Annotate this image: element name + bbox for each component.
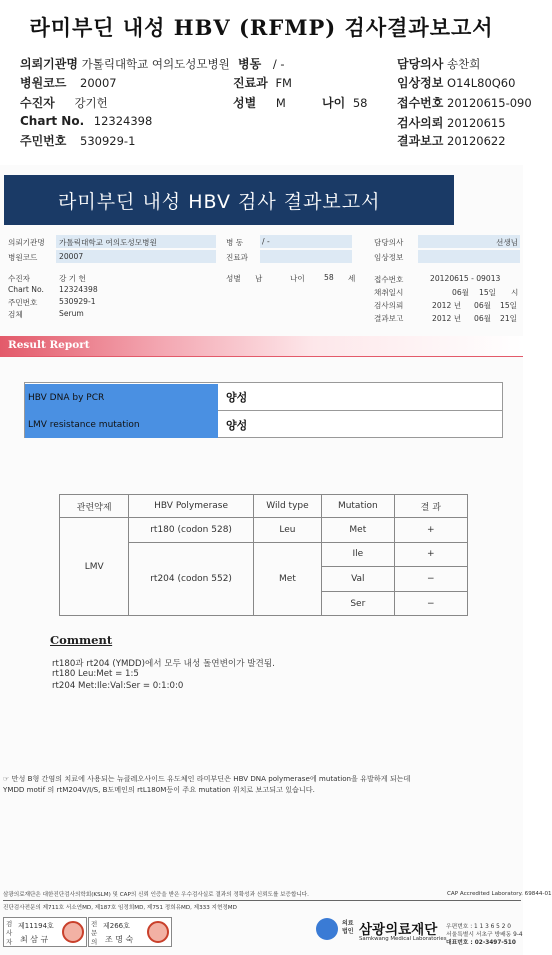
table-row xyxy=(60,518,468,543)
comment-heading: Comment xyxy=(50,633,113,647)
patient-row xyxy=(20,94,108,111)
result-cell: − xyxy=(394,567,467,592)
table-header-row xyxy=(60,495,468,518)
rrn-label: 주민번호 xyxy=(20,134,67,148)
ward-value: / - xyxy=(262,237,270,246)
institution-value: 가톨릭대학교 여의도성모병원 xyxy=(81,57,230,71)
rrn-value: 530929-1 xyxy=(59,297,96,306)
dept-field-box xyxy=(260,250,352,263)
note-line: YMDD motif 의 rtM204V/I/S, B도메인의 rtL180M등이 주요 mutation 위치로 보고되고 있습니다. xyxy=(3,785,315,794)
age-unit: 세 xyxy=(348,274,356,283)
request-label: 검사의뢰 xyxy=(397,116,444,130)
req-label: 검사의뢰 xyxy=(374,301,404,310)
result-label-lmv: LMV resistance mutation xyxy=(25,411,218,438)
sex-row xyxy=(233,94,286,111)
ward-field-box xyxy=(260,235,352,248)
table-header-cell: Wild type xyxy=(253,495,321,518)
receipt-value: 20120615 - 09013 xyxy=(430,274,501,283)
polymerase-cell: rt204 (codon 552) xyxy=(129,542,253,616)
examiner-name: 최 삼 규 xyxy=(20,935,49,944)
report-row xyxy=(397,132,506,149)
brand-prefix: 의료법인 xyxy=(342,920,354,935)
specialist-label: 전문의 xyxy=(91,920,98,946)
patient-label: 수진자 xyxy=(20,96,55,110)
institution-row xyxy=(20,55,230,72)
wild-type-cell: Met xyxy=(253,542,321,616)
hospital-code-row xyxy=(20,74,117,91)
footer-physicians: 진단검사전문의 제711호 서소연MD, 제187호 임정희MD, 제751 정희유MD, 제333 지현정MD xyxy=(3,905,237,911)
footer-certification: 삼광의료재단은 대한진단검사의학회(KSLM) 및 CAP의 신뢰 인증을 받은 우수검사실로 결과의 정확성과 신뢰도를 보증합니다. xyxy=(3,892,309,898)
note-line: ☞ 만성 B형 간염의 치료에 사용되는 뉴클레오사이드 유도체인 라미부딘은 HBV DNA polymerase에 mutation을 유발하게 되는데 xyxy=(3,774,411,783)
mutation-cell: Val xyxy=(322,567,394,592)
result-value-hbv-dna: 양성 xyxy=(226,390,248,404)
collect-time: 시 xyxy=(511,288,519,297)
patient-value: 강 기 헌 xyxy=(59,274,86,283)
dept-label: 진료과 xyxy=(226,253,249,262)
mutation-cell: Ser xyxy=(322,591,394,616)
receipt-value: 20120615-090 xyxy=(447,96,532,110)
receipt-label: 접수번호 xyxy=(397,96,444,110)
comment-line: rt180과 rt204 (YMDD)에서 모두 내성 돌연변이가 발견됨. xyxy=(52,659,275,669)
chart-row xyxy=(20,114,152,128)
result-label-hbv-dna: HBV DNA by PCR xyxy=(25,384,218,411)
hospital-code-value: 20007 xyxy=(80,76,117,90)
code-value: 20007 xyxy=(59,252,84,261)
drug-cell: LMV xyxy=(60,518,129,616)
chart-label: Chart No. xyxy=(8,285,44,294)
dept-value: FM xyxy=(275,76,292,90)
report-label: 결과보고 xyxy=(397,134,444,148)
examiner-label: 검사자 xyxy=(6,920,13,946)
sex-value: 남 xyxy=(255,274,263,283)
hospital-code-label: 병원코드 xyxy=(20,76,67,90)
inst-label: 의뢰기관명 xyxy=(8,238,45,247)
table-header-cell: 결 과 xyxy=(394,495,467,518)
rrn-row xyxy=(20,132,135,149)
result-value-lmv: 양성 xyxy=(226,418,248,432)
specialist-name: 조 명 숙 xyxy=(105,935,134,944)
dept-row xyxy=(233,74,292,91)
receipt-row xyxy=(397,94,532,111)
clinical-info-row xyxy=(397,74,515,91)
age-value: 58 xyxy=(324,273,334,282)
collect-label: 채취일시 xyxy=(374,288,404,297)
sex-label: 성별 xyxy=(226,274,241,283)
clin-label: 임상정보 xyxy=(374,253,404,262)
ward-label: 병 동 xyxy=(226,238,244,247)
footer-postal: 우편번호 : 1 1 3 6 5 2 0 xyxy=(446,924,511,930)
result-report-bar xyxy=(0,336,523,356)
chart-label: Chart No. xyxy=(20,114,85,128)
polymerase-cell: rt180 (codon 528) xyxy=(129,518,253,543)
receipt-label: 접수번호 xyxy=(374,275,404,284)
age-label: 나이 xyxy=(322,96,346,110)
age-label: 나이 xyxy=(290,274,305,283)
result-cell: + xyxy=(394,518,467,543)
footer-divider xyxy=(3,900,521,901)
examiner-stamp xyxy=(3,917,87,947)
report-value: 20120622 xyxy=(447,134,506,148)
doctor-value: 선생님 xyxy=(496,238,519,247)
mutation-cell: Ile xyxy=(322,542,394,567)
specialist-seal xyxy=(147,921,169,943)
request-row xyxy=(397,114,506,131)
result-cell: + xyxy=(394,542,467,567)
mutation-table xyxy=(59,494,468,616)
clin-field-box xyxy=(418,250,520,263)
request-value: 20120615 xyxy=(447,116,506,130)
table-header-cell: HBV Polymerase xyxy=(129,495,253,518)
examiner-license: 제11194호 xyxy=(18,922,54,930)
req-month: 06월 xyxy=(474,301,491,310)
rep-label: 결과보고 xyxy=(374,314,404,323)
footer-cap: CAP Accredited Laboratory. 69844-01 xyxy=(447,891,552,897)
table-header-cell: 관련약제 xyxy=(60,495,129,518)
age-value: 58 xyxy=(352,96,368,110)
result-row-divider xyxy=(218,410,502,411)
sex-label: 성별 xyxy=(233,96,257,110)
result-report-divider xyxy=(0,356,523,357)
specialist-license: 제266호 xyxy=(103,922,130,930)
req-year: 2012 년 xyxy=(432,301,462,310)
specimen-value: Serum xyxy=(59,309,84,318)
samkwang-logo-icon xyxy=(316,918,338,940)
clinical-info-value: O14L80Q60 xyxy=(447,76,516,90)
clinical-info-label: 임상정보 xyxy=(397,76,444,90)
collect-month: 06월 xyxy=(452,288,469,297)
rrn-value: 530929-1 xyxy=(80,134,136,148)
rrn-label: 주민번호 xyxy=(8,298,38,307)
rep-month: 06월 xyxy=(474,314,491,323)
wild-type-cell: Leu xyxy=(253,518,321,543)
age-row xyxy=(322,94,367,111)
chart-value: 12324398 xyxy=(59,285,98,294)
ward-row xyxy=(238,55,285,72)
rep-day: 21일 xyxy=(500,314,517,323)
comment-line: rt180 Leu:Met = 1:5 xyxy=(52,669,139,679)
comment-line: rt204 Met:Ile:Val:Ser = 0:1:0:0 xyxy=(52,681,184,691)
inst-value: 가톨릭대학교 여의도성모병원 xyxy=(59,238,157,247)
mutation-cell: Met xyxy=(322,518,394,543)
table-header-cell: Mutation xyxy=(322,495,394,518)
doctor-label: 담당의사 xyxy=(397,57,444,71)
doctor-label: 담당의사 xyxy=(374,238,404,247)
report-banner: 라미부딘 내성 HBV 검사 결과보고서 xyxy=(4,175,454,225)
code-label: 병원코드 xyxy=(8,253,38,262)
document-title: 라미부딘 내성 HBV (RFMP) 검사결과보고서 xyxy=(29,15,494,40)
result-cell: − xyxy=(394,591,467,616)
footer-phone: 대표번호 : 02-3497-510 xyxy=(446,940,516,946)
result-report-label: Result Report xyxy=(8,339,90,351)
patient-value: 강기헌 xyxy=(74,96,108,110)
doctor-value: 송찬희 xyxy=(447,57,481,71)
ward-value: / - xyxy=(272,57,285,71)
chart-value: 12324398 xyxy=(93,114,153,128)
rep-year: 2012 년 xyxy=(432,314,462,323)
req-day: 15일 xyxy=(500,301,517,310)
collect-day: 15일 xyxy=(479,288,496,297)
brand-name: 삼광의료재단 xyxy=(359,922,438,938)
institution-label: 의뢰기관명 xyxy=(20,57,78,71)
doctor-row xyxy=(397,55,480,72)
dept-label: 진료과 xyxy=(233,76,268,90)
ward-label: 병동 xyxy=(238,57,262,71)
examiner-seal xyxy=(62,921,84,943)
sex-value: M xyxy=(275,96,286,110)
patient-label: 수진자 xyxy=(8,274,31,283)
result-box xyxy=(24,382,503,438)
specialist-stamp xyxy=(88,917,172,947)
specimen-label: 검체 xyxy=(8,310,23,319)
brand-name-en: Samkwang Medical Laboratories xyxy=(359,936,447,942)
footer-address: 서울특별시 서초구 방배동 9-4 xyxy=(446,932,523,938)
